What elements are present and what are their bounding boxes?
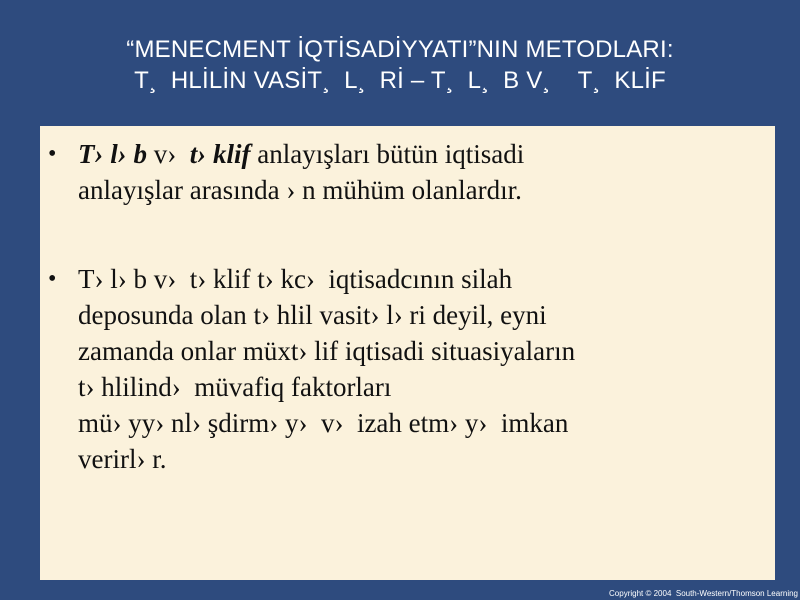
bullet-2-line-3: zamanda onlar müxt› lif iqtisadi situasiyaların (78, 336, 576, 366)
conjunction: v› (146, 139, 190, 169)
content-panel (40, 126, 775, 580)
term-supply: t› klif (189, 139, 251, 169)
bullet-2-line-2: deposunda olan t› hlil vasit› l› ri deyil, eyni (78, 300, 547, 330)
bullet-item-2 (40, 261, 775, 477)
bullet-2-line-1: T› l› b v› t› klif t› kc› iqtisadcının silah (78, 264, 513, 294)
bullet-2-line-4: t› hlilind› müvafiq faktorları (78, 372, 392, 402)
slide-title-line-1: “MENECMENT İQTİSADİYYATI”NIN METODLARI: (126, 36, 674, 63)
slide-title (20, 34, 780, 96)
bullet-list (40, 136, 775, 477)
copyright-notice: Copyright © 2004 South-Western/Thomson Learning (609, 589, 798, 598)
term-demand: T› l› b (78, 139, 147, 169)
bullet-dot-icon: • (48, 266, 57, 292)
bullet-1-line-1-rest: anlayışları bütün iqtisadi (250, 139, 525, 169)
bullet-item-1 (40, 136, 775, 208)
bullet-1-line-1 (78, 136, 755, 172)
bullet-1-line-2: anlayışlar arasında › n mühüm olanlardır. (78, 175, 522, 205)
bullet-dot-icon: • (48, 141, 57, 167)
bullet-2-line-5: mü› yy› nl› şdirm› y› v› izah etm› y› imkan (78, 408, 569, 438)
bullet-2-line-6: verirl› r. (78, 444, 167, 474)
slide-title-line-2: T¸ HLİLİN VASİT¸ L¸ Rİ – T¸ L¸ B V¸ T¸ KLİF (134, 67, 666, 94)
